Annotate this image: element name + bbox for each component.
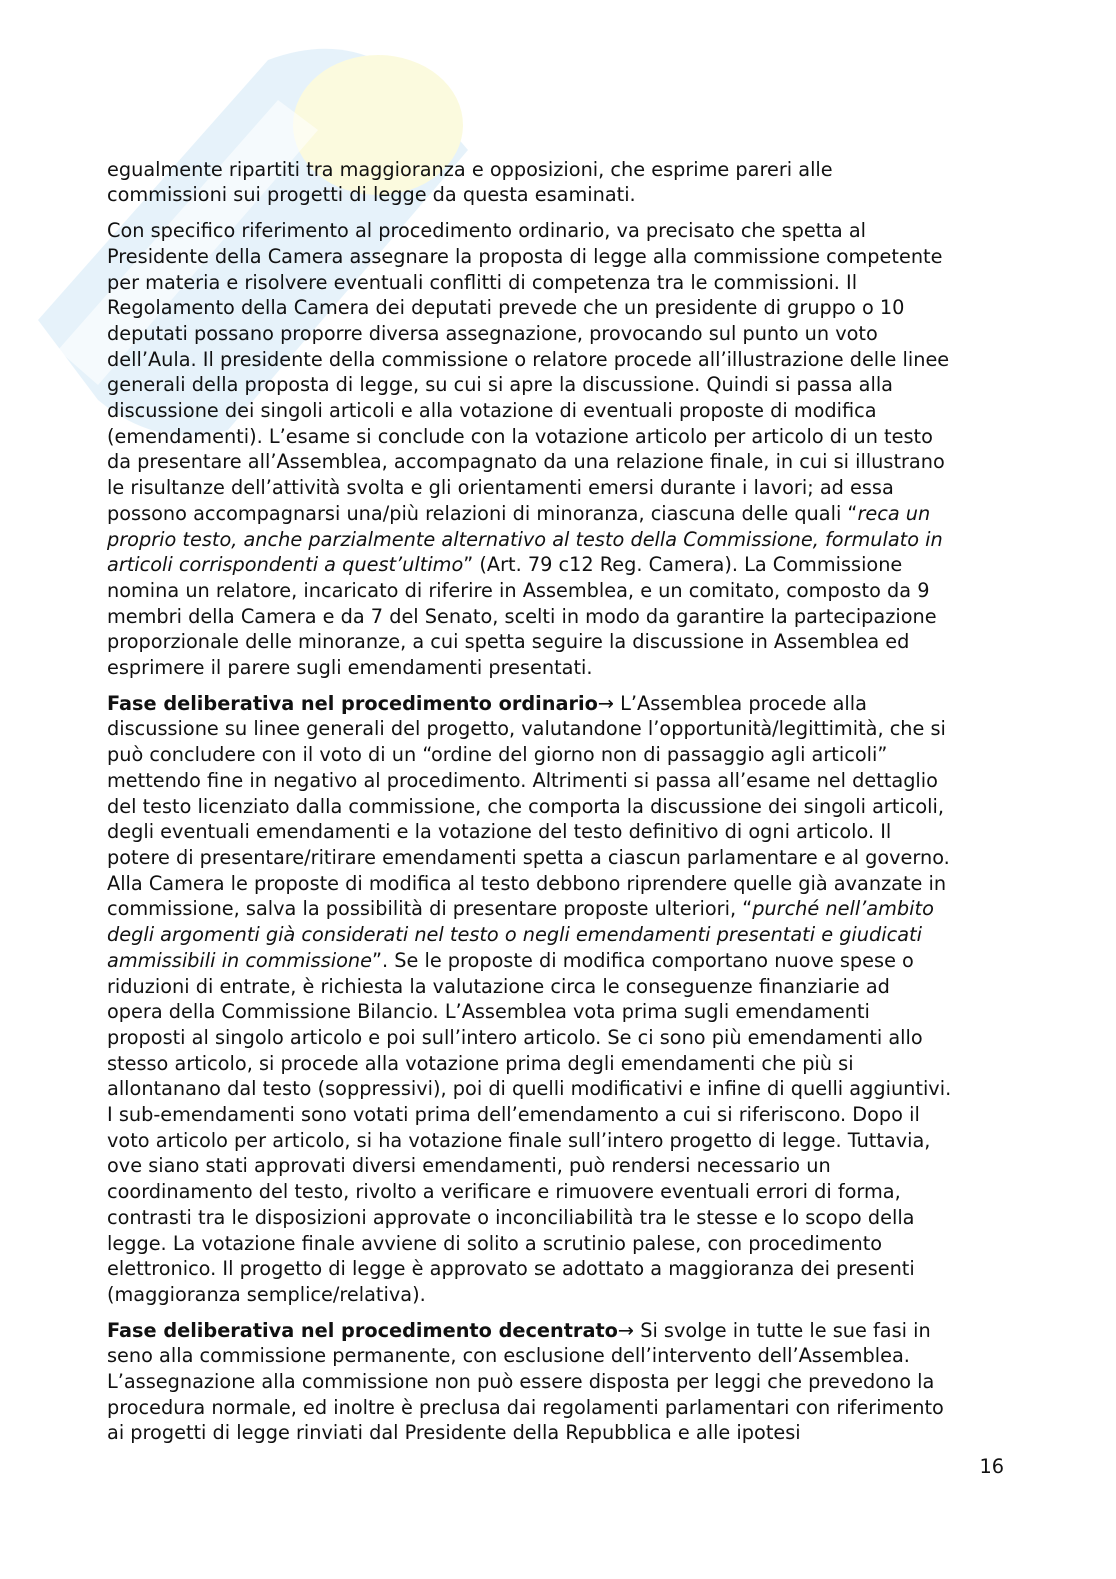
paragraph-1-text: egualmente ripartiti tra maggioranza e opposizioni, che esprime pareri alle commissioni sui progetti di legge da questa esaminati. — [107, 157, 833, 207]
paragraph-2 — [107, 218, 1007, 681]
paragraph-2-text-a: Con specifico riferimento al procedimento ordinario, va precisato che spetta al Presidente della Camera assegnare la proposta di legge alla commissione competente per materia e risolvere eventuali conflitti di competenza tra le commissioni. Il Regolamento della Camera dei deputati prevede che un presidente di gruppo o 10 deputati possano proporre diversa assegnazione, provocando sul punto un voto dell’Aula. Il presidente della commissione o relatore procede all’illustrazione delle linee generali della proposta di legge, su cui si apre la discussione. Quindi si passa alla discussione dei singoli articoli e alla votazione di eventuali proposte di modifica (emendamenti). L’esame si conclude con la votazione articolo per articolo di un testo da presentare all’Assemblea, accompagnato da una relazione finale, in cui si illustrano le risultanze dell’attività svolta e gli orientamenti emersi durante i lavori; ad essa possono accompagnarsi una/più relazioni di minoranza, ciascuna delle quali “ — [107, 219, 950, 525]
paragraph-3-text-a: → L’Assemblea procede alla discussione su linee generali del progetto, valutandone l’opportunità/legittimità, che si può concludere con il voto di un “ordine del giorno non di passaggio agli articoli” mettendo fine in negativo al procedimento. Altrimenti si passa all’esame nel dettaglio del testo licenziato dalla commissione, che comporta la discussione dei singoli articoli, degli eventuali emendamenti e la votazione del testo definitivo di ogni articolo. Il potere di presentare/ritirare emendamenti spetta a ciascun parlamentare e al governo. Alla Camera le proposte di modifica al testo debbono riprendere quelle già avanzate in commissione, salva la possibilità di presentare proposte ulteriori, “ — [107, 691, 950, 921]
paragraph-2-italic-quote: reca un proprio testo, anche parzialmente alternativo al testo della Commissione, formulato in articoli corrispondenti a quest’ultimo — [107, 501, 943, 577]
paragraph-4-text: → Si svolge in tutte le sue fasi in seno alla commissione permanente, con esclusione dell’intervento dell’Assemblea. L’assegnazione alla commissione non può essere disposta per leggi che prevedono la procedura normale, ed inoltre è preclusa dai regolamenti parlamentari con riferimento ai progetti di legge rinviati dal Presidente della Repubblica e alle ipotesi — [107, 1318, 944, 1445]
paragraph-4 — [107, 1318, 1007, 1447]
page-number: 16 — [979, 1455, 1004, 1478]
paragraph-3-text-b: ”. Se le proposte di modifica comportano nuove spese o riduzioni di entrate, è richiesta la valutazione circa le conseguenze finanziarie ad opera della Commissione Bilancio. L’Assemblea vota prima sugli emendamenti proposti al singolo articolo e poi sull’intero articolo. Se ci sono più emendamenti allo stesso articolo, si procede alla votazione prima degli emendamenti che più si allontanano dal testo (soppressivi), poi di quelli modificativi e infine di quelli aggiuntivi. I sub-emendamenti sono votati prima dell’emendamento a cui si riferiscono. Dopo il voto articolo per articolo, si ha votazione finale sull’intero progetto di legge. Tuttavia, ove siano stati approvati diversi emendamenti, può rendersi necessario un coordinamento del testo, rivolto a verificare e rimuovere eventuali errori di forma, contrasti tra le disposizioni approvate o inconciliabilità tra le stesse e lo scopo della legge. La votazione finale avviene di solito a scrutinio palese, con procedimento elettronico. Il progetto di legge è approvato se adottato a maggioranza dei presenti (maggioranza semplice/relativa). — [107, 948, 952, 1306]
paragraph-3 — [107, 691, 1007, 1308]
paragraph-3-italic-quote: purché nell’ambito degli argomenti già considerati nel testo o negli emendamenti presentati e giudicati ammissibili in commissione — [107, 897, 934, 972]
section-heading-decentrato: Fase deliberativa nel procedimento decentrato — [107, 1318, 618, 1342]
document-body — [107, 131, 1007, 1456]
section-heading-ordinario: Fase deliberativa nel procedimento ordinario — [107, 691, 598, 715]
paragraph-1 — [107, 131, 1007, 208]
paragraph-2-text-b: ” (Art. 79 c12 Reg. Camera). La Commissione nomina un relatore, incaricato di riferire in Assemblea, e un comitato, composto da 9 membri della Camera e da 7 del Senato, scelti in modo da garantire la partecipazione proporzionale delle minoranze, a cui spetta seguire la discussione in Assemblea ed esprimere il parere sugli emendamenti presentati. — [107, 553, 937, 680]
